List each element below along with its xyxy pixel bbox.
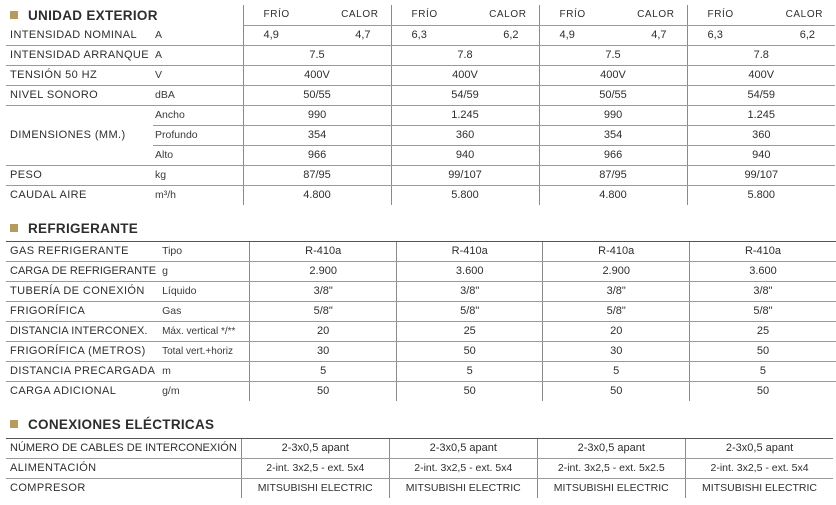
- cell-value: 940: [391, 146, 539, 166]
- table-refrigerante: [6, 241, 836, 401]
- cell-value: 990: [539, 106, 687, 126]
- header-frio: FRÍO: [243, 5, 317, 26]
- cell-value: 3/8": [543, 282, 690, 302]
- row-label: COMPRESOR: [10, 482, 86, 494]
- table-row: [6, 86, 835, 106]
- table-unidad-exterior: [6, 5, 835, 205]
- cell-value: 25: [396, 322, 543, 342]
- section-header-refrigerante: [10, 221, 138, 235]
- cell-value: 30: [250, 342, 397, 362]
- cell-value: 50: [250, 382, 397, 402]
- row-unit: Ancho: [153, 106, 243, 126]
- table-row: [6, 362, 836, 382]
- cell-value: 400V: [243, 66, 391, 86]
- cell-value: 3.600: [689, 262, 836, 282]
- row-label: NÚMERO DE CABLES DE INTERCONEXIÓN: [6, 439, 241, 459]
- row-label: FRIGORÍFICA: [6, 302, 160, 322]
- table-row: [6, 342, 836, 362]
- table-row: [6, 439, 833, 459]
- cell-value: R-410a: [250, 242, 397, 262]
- cell-value: R-410a: [396, 242, 543, 262]
- row-unit: m: [160, 362, 250, 382]
- table-row: [6, 282, 836, 302]
- header-calor: CALOR: [465, 5, 539, 26]
- cell-value: 5/8": [543, 302, 690, 322]
- row-label: CAUDAL AIRE: [10, 189, 87, 201]
- row-label: DISTANCIA PRECARGADA: [6, 362, 160, 382]
- table-row: [6, 459, 833, 479]
- section-bullet: [10, 420, 18, 428]
- table-row: [6, 302, 836, 322]
- cell-value: 5/8": [689, 302, 836, 322]
- cell-value: 360: [391, 126, 539, 146]
- cell-value: 6,2: [761, 26, 835, 46]
- cell-value: 4,9: [243, 26, 317, 46]
- table-header-row: [6, 5, 835, 26]
- table-row: [6, 186, 835, 206]
- table-row: [6, 66, 835, 86]
- cell-value: 7.8: [687, 46, 835, 66]
- cell-value: 3/8": [689, 282, 836, 302]
- cell-value: 50/55: [539, 86, 687, 106]
- row-label: TENSIÓN 50 HZ: [6, 66, 153, 86]
- table-row: [6, 242, 836, 262]
- section-bullet: [10, 224, 18, 232]
- cell-value: 5: [396, 362, 543, 382]
- cell-value: 5: [250, 362, 397, 382]
- table-row: [6, 166, 835, 186]
- cell-value: 6,2: [465, 26, 539, 46]
- cell-value: 5/8": [396, 302, 543, 322]
- table-row: [6, 46, 835, 66]
- table-row: [6, 106, 835, 126]
- row-unit: Total vert.+horiz: [160, 342, 250, 362]
- cell-value: 3.600: [396, 262, 543, 282]
- cell-value: R-410a: [689, 242, 836, 262]
- cell-value: 5: [689, 362, 836, 382]
- row-label: DIMENSIONES (MM.): [6, 106, 153, 166]
- row-unit: Tipo: [160, 242, 250, 262]
- cell-value: 2-int. 3x2,5 - ext. 5x2.5: [537, 459, 685, 479]
- cell-value: 99/107: [687, 166, 835, 186]
- cell-value: 54/59: [687, 86, 835, 106]
- cell-value: 99/107: [391, 166, 539, 186]
- cell-value: 4.800: [539, 186, 687, 206]
- row-label: TUBERÍA DE CONEXIÓN: [6, 282, 160, 302]
- cell-value: 2-3x0,5 apant: [685, 439, 833, 459]
- cell-value: 4,7: [613, 26, 687, 46]
- cell-value: MITSUBISHI ELECTRIC: [537, 479, 685, 499]
- row-unit: dBA: [153, 86, 243, 106]
- row-unit: A: [153, 26, 243, 46]
- cell-value: 6,3: [391, 26, 465, 46]
- table-conexiones: [6, 438, 833, 498]
- cell-value: 2-int. 3x2,5 - ext. 5x4: [685, 459, 833, 479]
- cell-value: 5.800: [391, 186, 539, 206]
- cell-value: 400V: [391, 66, 539, 86]
- row-unit: kg: [153, 166, 243, 186]
- cell-value: 50: [396, 342, 543, 362]
- cell-value: 30: [543, 342, 690, 362]
- header-frio: FRÍO: [539, 5, 613, 26]
- cell-value: 4,7: [317, 26, 391, 46]
- section-title: CONEXIONES ELÉCTRICAS: [28, 416, 215, 432]
- cell-value: R-410a: [543, 242, 690, 262]
- section-header-conexiones: [10, 417, 214, 431]
- table-row: [6, 382, 836, 402]
- row-label: INTENSIDAD NOMINAL: [6, 26, 153, 46]
- section-title: UNIDAD EXTERIOR: [28, 7, 158, 23]
- row-label: GAS REFRIGERANTE: [6, 242, 160, 262]
- cell-value: 2.900: [543, 262, 690, 282]
- cell-value: 3/8": [396, 282, 543, 302]
- section-title: REFRIGERANTE: [28, 220, 139, 236]
- table-row: [6, 26, 835, 46]
- header-calor: CALOR: [613, 5, 687, 26]
- cell-value: 354: [539, 126, 687, 146]
- row-label: NIVEL SONORO: [6, 86, 153, 106]
- cell-value: 87/95: [243, 166, 391, 186]
- row-label: PESO: [6, 166, 153, 186]
- header-calor: CALOR: [761, 5, 835, 26]
- row-unit: A: [153, 46, 243, 66]
- cell-value: 966: [539, 146, 687, 166]
- cell-value: 54/59: [391, 86, 539, 106]
- cell-value: 990: [243, 106, 391, 126]
- header-calor: CALOR: [317, 5, 391, 26]
- row-label: FRIGORÍFICA (METROS): [6, 342, 160, 362]
- cell-value: 7.8: [391, 46, 539, 66]
- cell-value: 4,9: [539, 26, 613, 46]
- row-unit: g: [160, 262, 250, 282]
- cell-value: 20: [543, 322, 690, 342]
- row-label: ALIMENTACIÓN: [6, 459, 241, 479]
- row-label: CARGA DE REFRIGERANTE: [6, 262, 160, 282]
- cell-value: 1.245: [687, 106, 835, 126]
- row-unit: m³/h: [155, 189, 177, 201]
- cell-value: 4.800: [243, 186, 391, 206]
- cell-value: 50/55: [243, 86, 391, 106]
- row-label: DISTANCIA INTERCONEX.: [6, 322, 160, 342]
- cell-value: 50: [543, 382, 690, 402]
- row-unit: g/m: [162, 385, 180, 397]
- cell-value: 50: [689, 342, 836, 362]
- cell-value: 7.5: [243, 46, 391, 66]
- cell-value: 5/8": [250, 302, 397, 322]
- cell-value: MITSUBISHI ELECTRIC: [685, 479, 833, 499]
- cell-value: 5: [543, 362, 690, 382]
- cell-value: 400V: [539, 66, 687, 86]
- cell-value: 2-3x0,5 apant: [537, 439, 685, 459]
- cell-value: 2-3x0,5 apant: [389, 439, 537, 459]
- cell-value: 2.900: [250, 262, 397, 282]
- row-unit: Alto: [153, 146, 243, 166]
- cell-value: 5.800: [687, 186, 835, 206]
- row-unit: Gas: [160, 302, 250, 322]
- row-unit: V: [153, 66, 243, 86]
- cell-value: 354: [243, 126, 391, 146]
- cell-value: 20: [250, 322, 397, 342]
- row-unit: Líquido: [160, 282, 250, 302]
- cell-value: 400V: [687, 66, 835, 86]
- cell-value: 360: [687, 126, 835, 146]
- cell-value: 3/8": [250, 282, 397, 302]
- cell-value: MITSUBISHI ELECTRIC: [389, 479, 537, 499]
- cell-value: 2-int. 3x2,5 - ext. 5x4: [389, 459, 537, 479]
- cell-value: 2-3x0,5 apant: [241, 439, 389, 459]
- cell-value: 2-int. 3x2,5 - ext. 5x4: [241, 459, 389, 479]
- table-row: [6, 262, 836, 282]
- cell-value: 7.5: [539, 46, 687, 66]
- cell-value: 966: [243, 146, 391, 166]
- cell-value: MITSUBISHI ELECTRIC: [241, 479, 389, 499]
- header-frio: FRÍO: [687, 5, 761, 26]
- cell-value: 6,3: [687, 26, 761, 46]
- cell-value: 50: [689, 382, 836, 402]
- row-unit: Profundo: [153, 126, 243, 146]
- header-frio: FRÍO: [391, 5, 465, 26]
- cell-value: 87/95: [539, 166, 687, 186]
- cell-value: 25: [689, 322, 836, 342]
- table-row: [6, 322, 836, 342]
- table-row: [6, 479, 833, 499]
- row-label: CARGA ADICIONAL: [10, 385, 117, 397]
- cell-value: 1.245: [391, 106, 539, 126]
- cell-value: 50: [396, 382, 543, 402]
- row-label: INTENSIDAD ARRANQUE: [6, 46, 153, 66]
- row-unit: Máx. vertical */**: [160, 322, 250, 342]
- cell-value: 940: [687, 146, 835, 166]
